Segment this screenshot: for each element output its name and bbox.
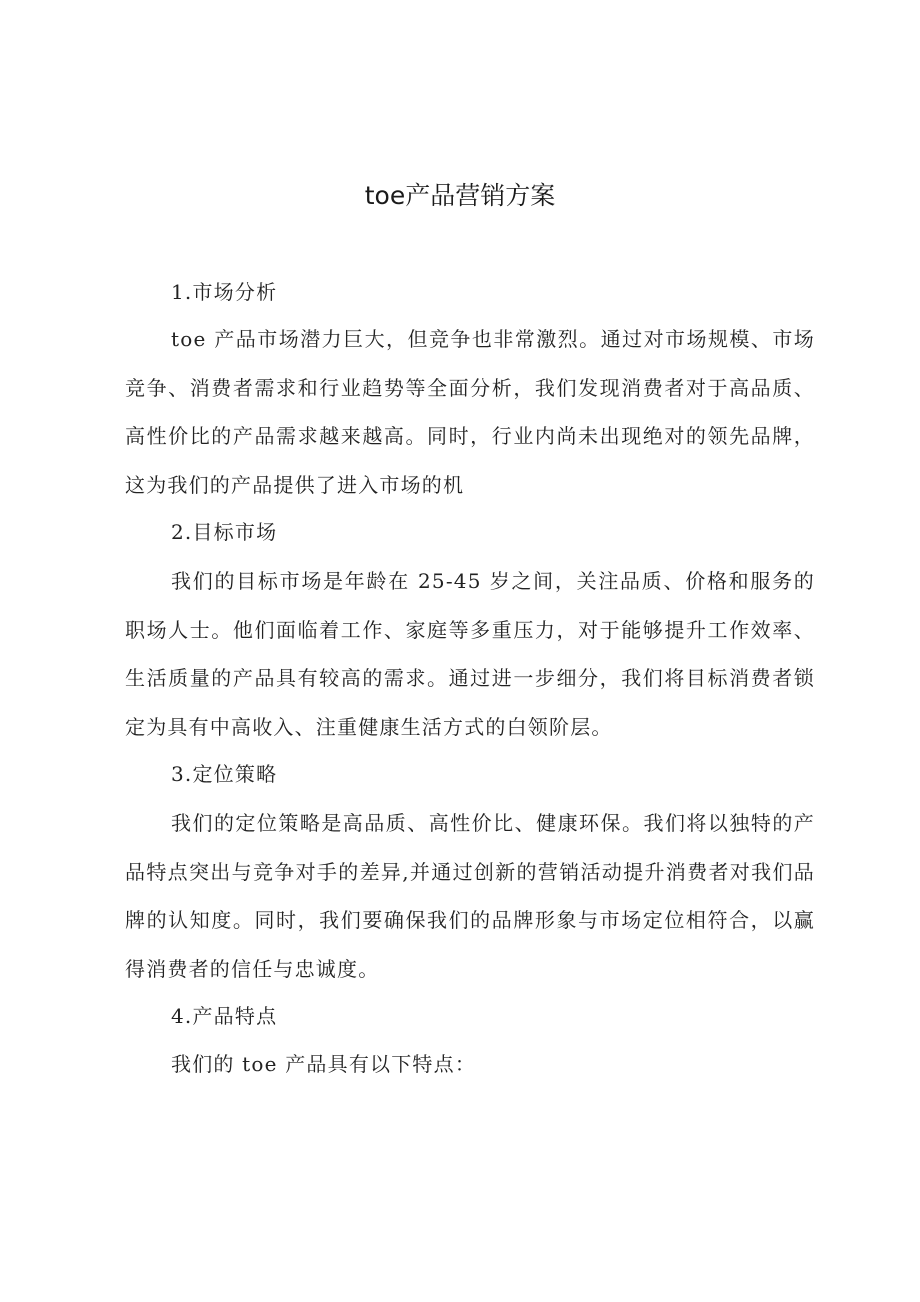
section-heading-positioning-strategy: 3.定位策略 [171, 762, 278, 786]
document-title: toe产品营销方案 [364, 181, 556, 210]
section-body-market-analysis [125, 315, 815, 509]
paragraph-product-features: 我们的 toe 产品具有以下特点： [171, 1052, 477, 1076]
section-body-target-market [125, 557, 815, 751]
paragraph-target-market: 我们的目标市场是年龄在 25-45 岁之间，关注品质、价格和服务的职场人士。他们面临着工作、家庭等多重压力，对于能够提升工作效率、生活质量的产品具有较高的需求。通过进一步细分，我们将目标消费者锁定为具有中高收入、注重健康生活方式的白领阶层。 [125, 569, 815, 739]
section-heading-product-features: 4.产品特点 [171, 1004, 278, 1028]
section-heading-market-analysis: 1.市场分析 [171, 280, 278, 304]
section-heading-target-market: 2.目标市场 [171, 520, 278, 544]
paragraph-market-analysis: toe 产品市场潜力巨大，但竞争也非常激烈。通过对市场规模、市场竞争、消费者需求和行业趋势等全面分析，我们发现消费者对于高品质、高性价比的产品需求越来越高。同时，行业内尚未出现绝对的领先品牌，这为我们的产品提供了进入市场的机 [125, 327, 815, 497]
section-body-product-features [125, 1040, 815, 1089]
paragraph-positioning-strategy: 我们的定位策略是高品质、高性价比、健康环保。我们将以独特的产品特点突出与竞争对手的差异,并通过创新的营销活动提升消费者对我们品牌的认知度。同时，我们要确保我们的品牌形象与市场定位相符合，以赢得消费者的信任与忠诚度。 [125, 811, 815, 981]
section-body-positioning-strategy [125, 799, 815, 993]
